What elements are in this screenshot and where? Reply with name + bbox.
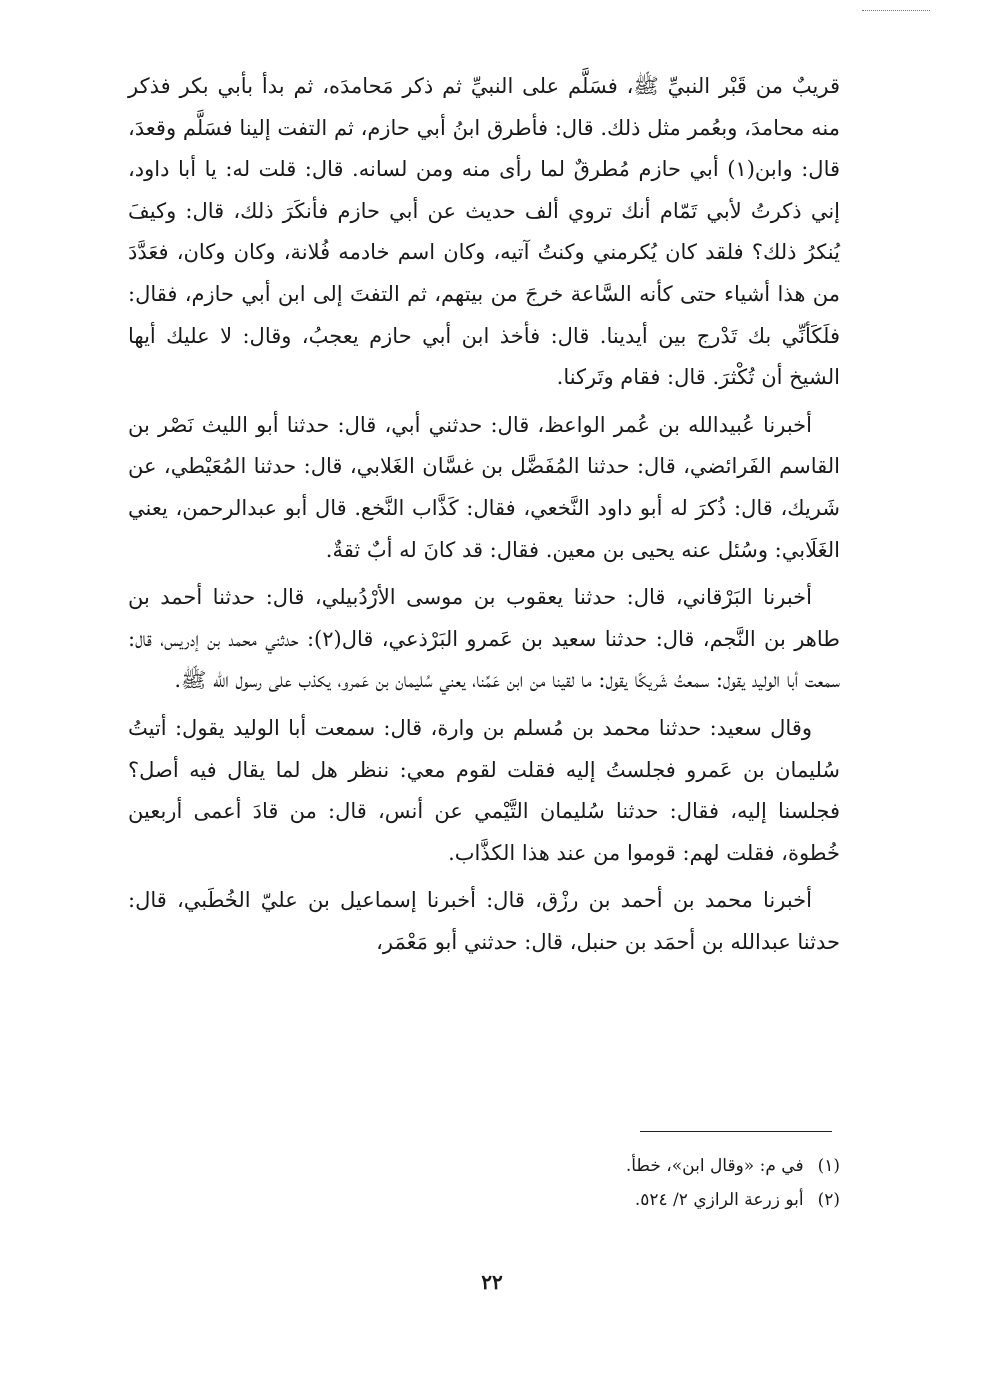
footnote-text: أبو زرعة الرازي ٢/ ٥٢٤. [634, 1190, 804, 1210]
paragraph-5: أخبرنا محمد بن أحمد بن رزْق، قال: أخبرنا إسماعيل بن عليّ الخُطَبي، قال: حدثنا عبدالله بن أحمَد بن حنبل، قال: حدثني أبو مَعْمَر، [128, 888, 840, 954]
paragraph-3: أخبرنا البَرْقاني، قال: حدثنا يعقوب بن موسى الأرْدُبيلي، قال: حدثنا أحمد بن طاهر بن النَّجم، قال: حدثنا سعيد بن عَمرو البَرْذعي، قال(٢): حدثني محمد بن إدريس، قال: سمعت أبا الوليد يقول: سمعتُ شَريكًا يقول: ما لقينا من ابن عَمِّنا، يعني سُليمان بن عَمرو، يكذب على رسول الله ﷺ. [128, 585, 840, 693]
footnote-number: (١) [817, 1156, 840, 1176]
footnotes [300, 1149, 840, 1217]
footnote-number: (٢) [817, 1190, 840, 1210]
footnote-2 [300, 1183, 840, 1217]
paragraph-1: قريبٌ من قَبْر النبيِّ ﷺ، فسَلَّم على النبيِّ ثم ذكر مَحامدَه، ثم بدأ بأبي بكر فذكر منه محامدَ، وبعُمر مثل ذلك. قال: فأطرق ابنُ أبي حازم، ثم التفت إلينا فسَلَّم وقعدَ، قال: وابن(١) أبي حازم مُطرقٌ لما رأى منه ومن لسانه. قال: قلت له: يا أبا داود، إني ذكرتُ لأبي تَمّام أنك تروي ألف حديث عن أبي حازم فأنكَرَ ذلك، قال: وكيفَ يُنكرُ ذلك؟ فلقد كان يُكرمني وكنتُ آتيه، وكان اسم خادمه فُلانة، وكان وكان، فعَدَّدَ من هذا أشياء حتى كأنه السَّاعة خرجَ من بيتهم، ثم التفتَ إلى ابن أبي حازم، فقال: فلَكَأنِّي بك تَدْرج بين أيدينا. قال: فأخذ ابن أبي حازم يعجبُ، وقال: لا عليك أيها الشيخ أن تُكْثرَ. قال: فقام وتَركنا. [128, 74, 840, 390]
paragraph-2: أخبرنا عُبيدالله بن عُمر الواعظ، قال: حدثني أبي، قال: حدثنا أبو الليث نَصْر بن القاسم الفَرائضي، قال: حدثنا المُفَضَّل بن غسَّان الغَلابي، قال: حدثنا المُعَيْطي، عن شَريك، قال: ذُكرَ له أبو داود النَّخعي، فقال: كَذَّاب النَّخع. قال أبو عبدالرحمن، يعني الغَلَابي: وسُئل عنه يحيى بن معين. فقال: قد كانَ له أبٌ ثقةٌ. [128, 412, 840, 562]
paragraph-4: وقال سعيد: حدثنا محمد بن مُسلم بن وارة، قال: سمعت أبا الوليد يقول: أتيتُ سُليمان بن عَمرو فجلستُ إليه فقلت لقوم معي: ننظر هل لما يقال فيه أصل؟ فجلسنا إليه، فقال: حدثنا سُليمان التَّيْمي عن أنس، قال: من قادَ أعمى أربعين خُطوة، فقلت لهم: قوموا من عند هذا الكذَّاب. [128, 715, 840, 865]
top-rule [862, 10, 930, 11]
footnote-1 [300, 1149, 840, 1183]
page-number: ٢٢ [481, 1270, 503, 1294]
footnote-text: في م: «وقال ابن»، خطأ. [625, 1156, 804, 1176]
footnote-separator [640, 1131, 832, 1132]
main-text [128, 66, 840, 969]
